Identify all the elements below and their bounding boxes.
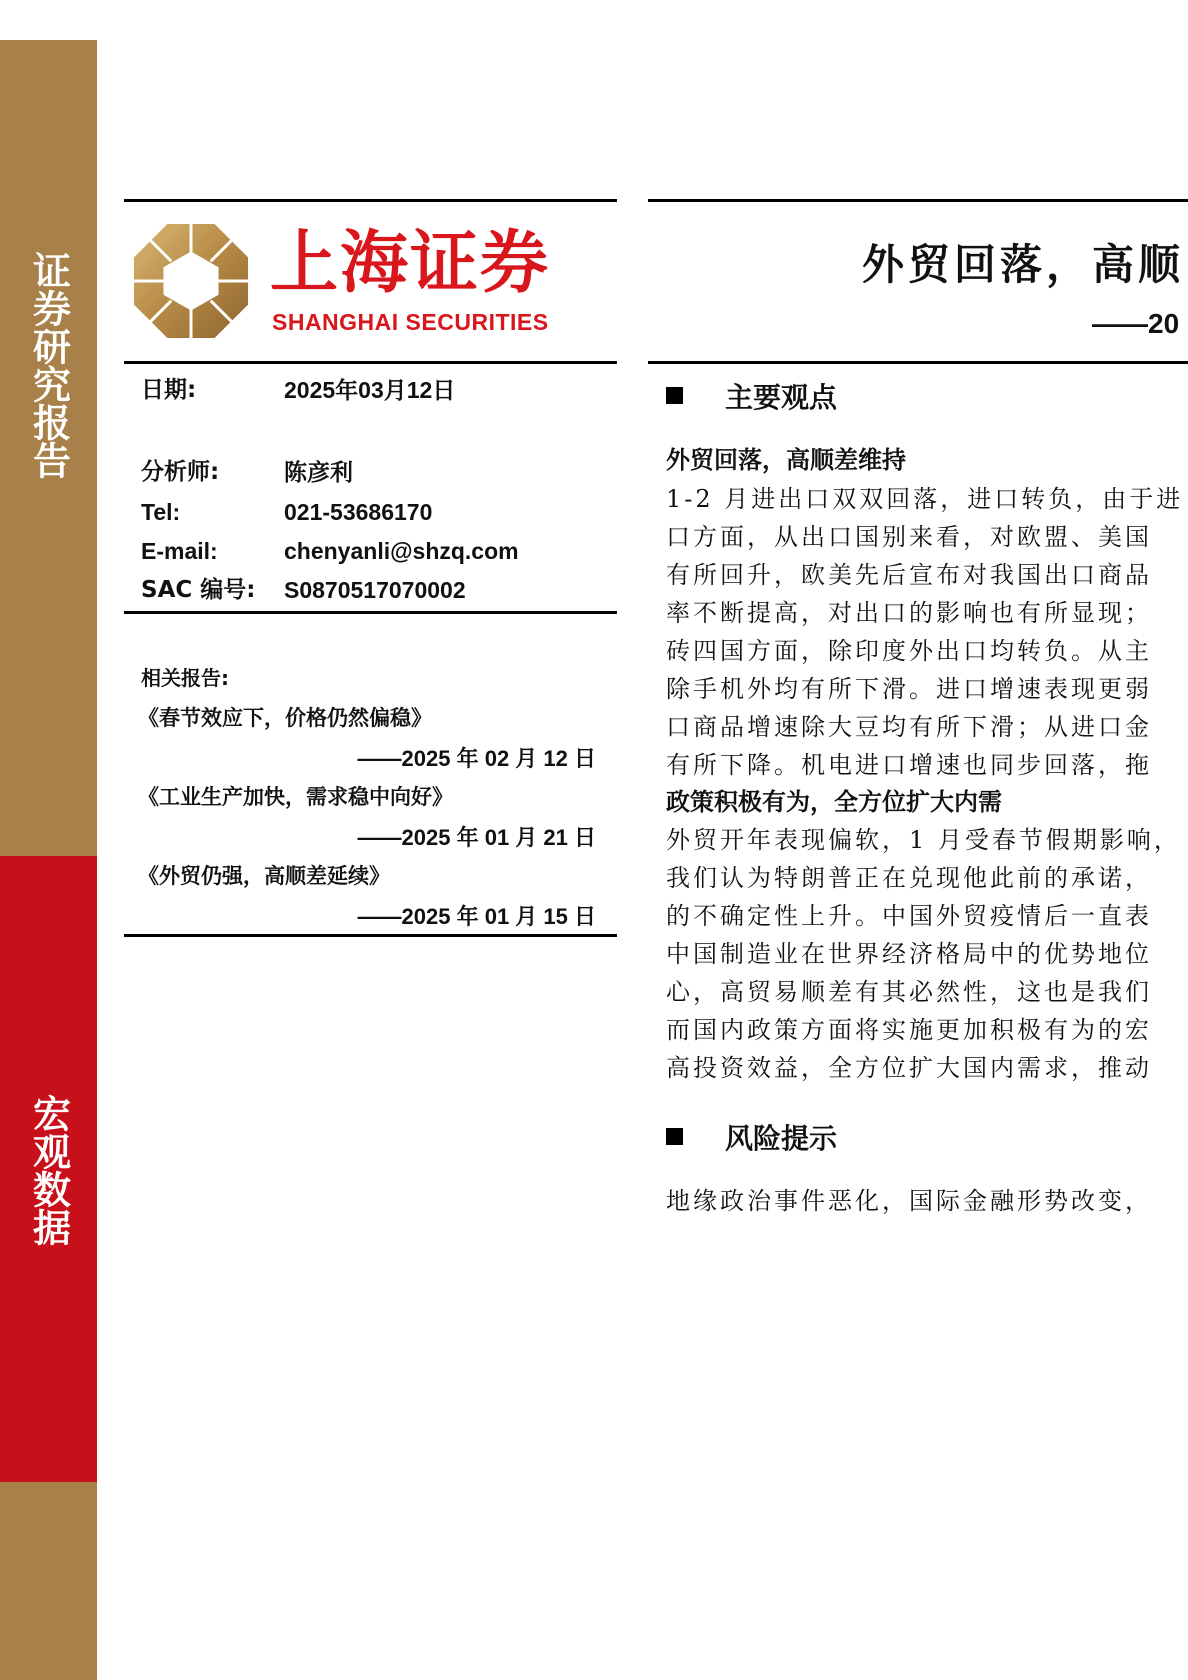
rule-right-under-title: [648, 361, 1188, 364]
risk-text: 地缘政治事件恶化，国际金融形势改变，: [666, 1187, 1152, 1215]
body-line: 有所回升，欧美先后宣布对我国出口商品: [666, 561, 1152, 589]
body-line: 的不确定性上升。中国外贸疫情后一直表: [666, 902, 1152, 930]
rule-left-under-meta: [124, 611, 617, 614]
related-report-title[interactable]: 《外贸仍强，高顺差延续》: [138, 863, 390, 888]
logo-english-name: SHANGHAI SECURITIES: [272, 309, 549, 335]
rule-left-under-related: [124, 934, 617, 937]
section-heading-risk: [666, 1117, 837, 1157]
body-line: 外贸开年表现偏软，1 月受春节假期影响，: [666, 826, 1181, 854]
body-line: 心，高贸易顺差有其必然性，这也是我们: [666, 978, 1152, 1006]
sidebar-label-report-type: 证券研究报告: [26, 251, 71, 479]
body-line: 口商品增速除大豆均有所下滑；从进口金: [666, 713, 1152, 741]
company-logo: [132, 222, 572, 342]
date-value: 2025年03月12日: [284, 377, 456, 403]
bullet-square-icon: [666, 387, 683, 404]
rule-right-top: [648, 199, 1188, 202]
body-line: 率不断提高，对出口的影响也有所显现；: [666, 599, 1152, 627]
related-report-title[interactable]: 《春节效应下，价格仍然偏稳》: [138, 705, 432, 730]
section-heading-main-points: [666, 376, 837, 416]
body-line: 高投资效益，全方位扩大国内需求，推动: [666, 1054, 1152, 1082]
body-line: 砖四国方面，除印度外出口均转负。从主: [666, 637, 1152, 665]
related-report-date: ——2025 年 01 月 21 日: [357, 825, 596, 850]
document-subtitle: ——20: [1092, 308, 1180, 339]
sidebar-gold-bottom: [0, 1482, 97, 1680]
section-heading-text: 主要观点: [725, 381, 838, 414]
paragraph-heading: 政策积极有为，全方位扩大内需: [666, 787, 1002, 816]
bullet-square-icon: [666, 1128, 683, 1145]
sidebar-label-category: 宏观数据: [26, 1094, 71, 1246]
section-heading-text: 风险提示: [725, 1122, 838, 1155]
tel-value: 021-53686170: [284, 499, 433, 525]
document-title: 外贸回落，高顺: [862, 240, 1185, 289]
rule-left-top: [124, 199, 617, 202]
related-report-title[interactable]: 《工业生产加快，需求稳中向好》: [138, 784, 453, 809]
analyst-value: 陈彦利: [284, 459, 353, 485]
tel-label: Tel:: [141, 499, 181, 525]
email-value[interactable]: chenyanli@shzq.com: [284, 538, 519, 564]
logo-emblem-icon: [132, 222, 250, 340]
sac-label: SAC 编号:: [141, 577, 256, 603]
related-reports-title: 相关报告:: [141, 666, 229, 690]
body-line: 中国制造业在世界经济格局中的优势地位: [666, 940, 1152, 968]
sac-value: S0870517070002: [284, 577, 466, 603]
body-line: 有所下降。机电进口增速也同步回落，拖: [666, 751, 1152, 779]
body-line: 除手机外均有所下滑。进口增速表现更弱: [666, 675, 1152, 703]
date-label: 日期:: [141, 377, 197, 403]
related-report-date: ——2025 年 02 月 12 日: [357, 746, 596, 771]
email-label: E-mail:: [141, 538, 218, 564]
logo-chinese-name: 上海证券: [270, 224, 551, 303]
paragraph-heading: 外贸回落，高顺差维持: [666, 445, 906, 474]
analyst-label: 分析师:: [141, 459, 220, 485]
rule-left-under-logo: [124, 361, 617, 364]
body-line: 我们认为特朗普正在兑现他此前的承诺，: [666, 864, 1152, 892]
body-line: 口方面，从出口国别来看，对欧盟、美国: [666, 523, 1152, 551]
body-line: 1-2 月进出口双双回落，进口转负，由于进: [666, 485, 1184, 513]
related-report-date: ——2025 年 01 月 15 日: [357, 904, 596, 929]
body-line: 而国内政策方面将实施更加积极有为的宏: [666, 1016, 1152, 1044]
